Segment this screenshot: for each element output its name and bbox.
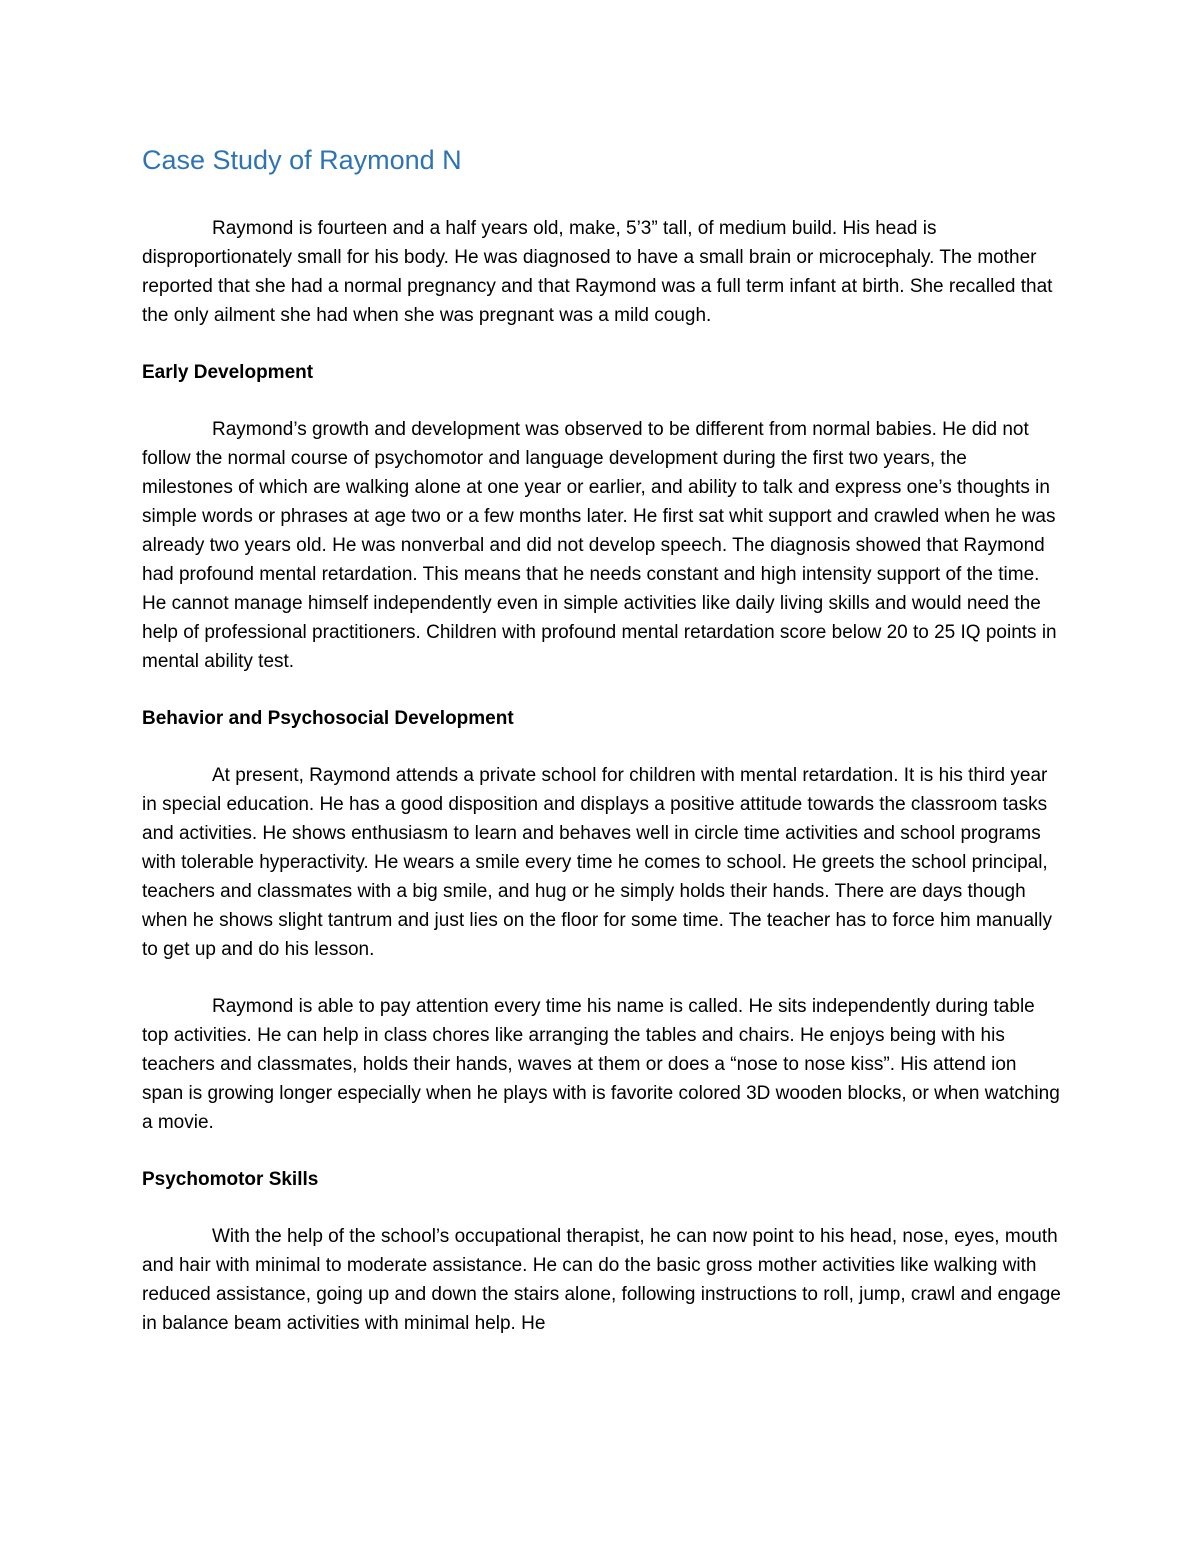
behavior-paragraph-2: Raymond is able to pay attention every time his name is called. He sits independently during table top activities. He can help in class chores like arranging the tables and chairs. He enjoys being with his teachers and classmates, holds their hands, waves at them or does a “nose to nose kiss”. His attend ion span is growing longer especially when he plays with is favorite colored 3D wooden blocks, or when watching a movie.: [142, 996, 1060, 1133]
intro-paragraph: Raymond is fourteen and a half years old, make, 5’3” tall, of medium build. His head is disproportionately small for his body. He was diagnosed to have a small brain or microcephaly. The mother reported that she had a normal pregnancy and that Raymond was a full term infant at birth. She recalled that the only ailment she had when she was pregnant was a mild cough.: [142, 218, 1053, 326]
page-title: Case Study of Raymond N: [142, 145, 462, 175]
section-heading-psychomotor-skills: Psychomotor Skills: [142, 1169, 319, 1190]
psychomotor-paragraph: With the help of the school’s occupational therapist, he can now point to his head, nose, eyes, mouth and hair with minimal to moderate assistance. He can do the basic gross mother activities like walking with reduced assistance, going up and down the stairs alone, following instructions to roll, jump, crawl and engage in balance beam activities with minimal help. He: [142, 1226, 1061, 1334]
behavior-paragraph-1: At present, Raymond attends a private school for children with mental retardation. It is his third year in special education. He has a good disposition and displays a positive attitude towards the classroom tasks and activities. He shows enthusiasm to learn and behaves well in circle time activities and school programs with tolerable hyperactivity. He wears a smile every time he comes to school. He greets the school principal, teachers and classmates with a big smile, and hug or he simply holds their hands. There are days though when he shows slight tantrum and just lies on the floor for some time. The teacher has to force him manually to get up and do his lesson.: [142, 765, 1052, 960]
early-development-paragraph: Raymond’s growth and development was observed to be different from normal babies. He did not follow the normal course of psychomotor and language development during the first two years, the milestones of which are walking alone at one year or earlier, and ability to talk and express one’s thoughts in simple words or phrases at age two or a few months later. He first sat whit support and crawled when he was already two years old. He was nonverbal and did not develop speech. The diagnosis showed that Raymond had profound mental retardation. This means that he needs constant and high intensity support of the time. He cannot manage himself independently even in simple activities like daily living skills and would need the help of professional practitioners. Children with profound mental retardation score below 20 to 25 IQ points in mental ability test.: [142, 419, 1057, 672]
section-heading-early-development: Early Development: [142, 362, 314, 383]
section-heading-behavior-psychosocial: Behavior and Psychosocial Development: [142, 708, 514, 729]
document-body: [142, 140, 1062, 1366]
